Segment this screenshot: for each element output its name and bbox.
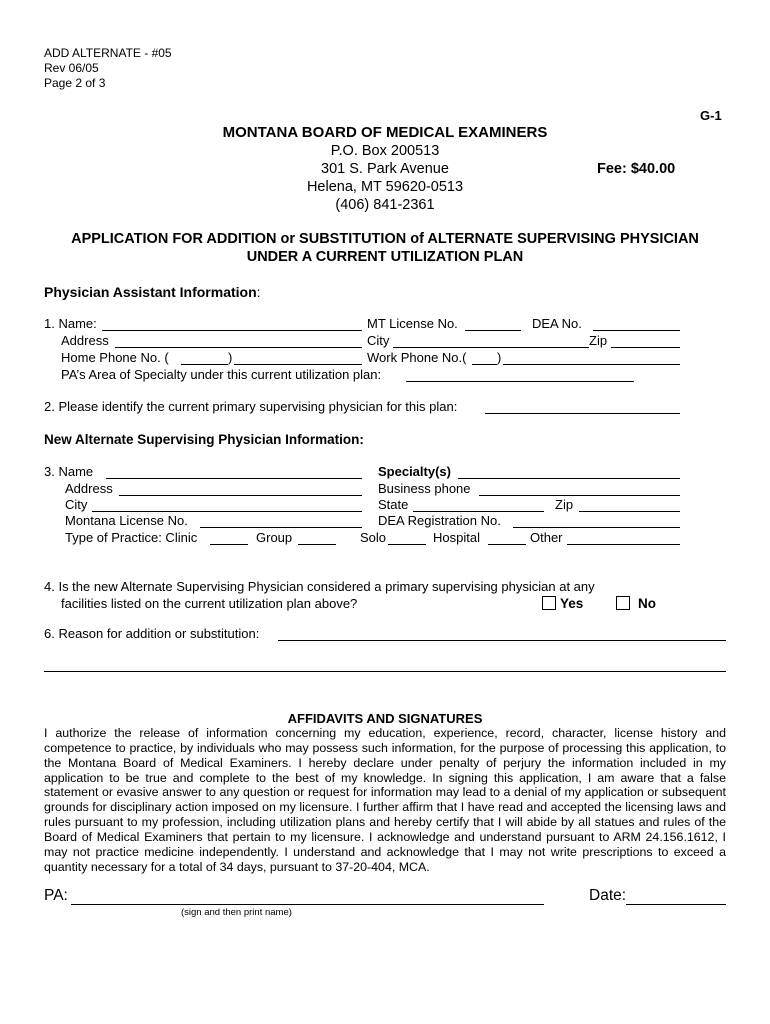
alt-practice-solo-field[interactable]	[388, 544, 426, 545]
board-name: MONTANA BOARD OF MEDICAL EXAMINERS	[222, 124, 548, 141]
date-label: Date:	[589, 887, 627, 904]
pa-specialty-label: PA’s Area of Specialty under this current utilization plan:	[61, 367, 382, 382]
pa-mt-license-field[interactable]	[465, 330, 521, 331]
page-number: Page 2 of 3	[44, 76, 106, 90]
pa-work-phone-area-field[interactable]	[472, 364, 497, 365]
q4-line1: 4. Is the new Alternate Supervising Physician considered a primary supervising physician at any	[44, 579, 595, 594]
alt-practice-label: Type of Practice: Clinic	[65, 530, 198, 545]
alt-state-label: State	[378, 497, 409, 512]
pa-home-phone-area-field[interactable]	[181, 364, 228, 365]
board-po-box: P.O. Box 200513	[330, 143, 440, 159]
pa-work-phone-label: Work Phone No.(	[367, 350, 467, 365]
affidavit-text: I authorize the release of information concerning my education, experience, record, character, license history and competence to practice, by individuals who may possess such information, for the purpose of processing this application, to the Montana Board of Medical Examiners. I hereby declare under penalty of perjury the information included in my application to be true and complete to the best of my knowledge. In signing this application, I am aware that a false statement or evasive answer to any question or request for information may lead to a denial of my application or subsequent grounds for disciplinary action imposed on my licensure. I further affirm that I have read and accepted the licensing laws and rules pursuant to my profession, including utilization plans and hereby certify that I will abide by all statues and rules of the Board of Medical Examiners that pertain to my licensure. I acknowledge and understand pursuant to ARM 24.156.1612, I may not practice medicine independently. I understand and acknowledge that I may not write prescriptions to exceed a quantity necessary for a total of 34 days, pursuant to 37-20-404, MCA.	[44, 726, 726, 874]
q6-field[interactable]	[278, 640, 726, 641]
alt-address-field[interactable]	[119, 495, 362, 496]
pa-home-phone-field[interactable]	[234, 364, 362, 365]
q4-yes-label: Yes	[560, 596, 584, 611]
fee: Fee: $40.00	[597, 161, 676, 177]
q6-field-line2[interactable]	[44, 671, 726, 672]
alt-dea-label: DEA Registration No.	[378, 513, 501, 528]
pa-home-phone-label: Home Phone No. (	[61, 350, 169, 365]
form-id: ADD ALTERNATE - #05	[44, 46, 172, 60]
alt-city-label: City	[65, 497, 88, 512]
pa-zip-field[interactable]	[611, 347, 680, 348]
q4-line2: facilities listed on the current utilization plan above?	[61, 596, 358, 611]
form-title-line1: APPLICATION FOR ADDITION or SUBSTITUTION of ALTERNATE SUPERVISING PHYSICIAN	[71, 231, 699, 247]
pa-zip-label: Zip	[589, 333, 608, 348]
pa-address-label: Address	[61, 333, 109, 348]
board-street: 301 S. Park Avenue	[321, 161, 449, 177]
alt-practice-hospital-field[interactable]	[488, 544, 526, 545]
board-phone: (406) 841-2361	[335, 197, 435, 213]
q4-no-label: No	[638, 596, 656, 611]
pa-address-field[interactable]	[115, 347, 362, 348]
alt-practice-group-field[interactable]	[298, 544, 336, 545]
pa-work-phone-paren: )	[497, 350, 502, 365]
alt-specialty-label: Specialty(s)	[378, 464, 451, 479]
alt-name-label: 3. Name	[44, 464, 94, 479]
q2-label: 2. Please identify the current primary supervising physician for this plan:	[44, 399, 458, 414]
q4-no-checkbox[interactable]	[616, 596, 630, 610]
pa-name-field[interactable]	[102, 330, 362, 331]
alt-business-phone-field[interactable]	[479, 495, 680, 496]
pa-specialty-field[interactable]	[406, 381, 634, 382]
alt-practice-hospital-label: Hospital	[433, 530, 480, 545]
alt-practice-other-field[interactable]	[567, 544, 680, 545]
alt-city-field[interactable]	[92, 511, 362, 512]
q4-yes-checkbox[interactable]	[542, 596, 556, 610]
alt-name-field[interactable]	[106, 478, 362, 479]
alt-address-label: Address	[65, 481, 113, 496]
alt-dea-field[interactable]	[513, 527, 680, 528]
alt-section-heading: New Alternate Supervising Physician Information:	[44, 432, 364, 447]
alt-zip-field[interactable]	[579, 511, 680, 512]
affidavit-heading: AFFIDAVITS AND SIGNATURES	[287, 711, 483, 726]
alt-state-field[interactable]	[413, 511, 544, 512]
alt-business-phone-label: Business phone	[378, 481, 471, 496]
alt-zip-label: Zip	[555, 497, 574, 512]
pa-mt-license-label: MT License No.	[367, 316, 458, 331]
alt-mt-license-field[interactable]	[200, 527, 362, 528]
pa-signature-label: PA:	[44, 887, 68, 904]
alt-practice-clinic-field[interactable]	[210, 544, 248, 545]
pa-name-label: 1. Name:	[44, 316, 97, 331]
pa-dea-field[interactable]	[593, 330, 680, 331]
revision: Rev 06/05	[44, 61, 99, 75]
q6-label: 6. Reason for addition or substitution:	[44, 626, 260, 641]
form-title-line2: UNDER A CURRENT UTILIZATION PLAN	[246, 249, 524, 265]
signature-hint: (sign and then print name)	[181, 907, 292, 918]
alt-practice-solo-label: Solo	[360, 530, 387, 545]
pa-section-heading: Physician Assistant Information:	[44, 284, 261, 300]
pa-work-phone-field[interactable]	[503, 364, 680, 365]
pa-home-phone-paren: )	[228, 350, 233, 365]
board-city: Helena, MT 59620-0513	[306, 179, 464, 195]
alt-practice-other-label: Other	[530, 530, 563, 545]
pa-dea-label: DEA No.	[532, 316, 582, 331]
q2-field[interactable]	[485, 413, 680, 414]
pa-signature-field[interactable]	[71, 904, 544, 905]
pa-city-field[interactable]	[393, 347, 589, 348]
alt-specialty-field[interactable]	[458, 478, 680, 479]
date-field[interactable]	[626, 904, 726, 905]
pa-city-label: City	[367, 333, 390, 348]
form-code: G-1	[700, 108, 722, 123]
alt-practice-group-label: Group	[256, 530, 293, 545]
alt-mt-license-label: Montana License No.	[65, 513, 188, 528]
